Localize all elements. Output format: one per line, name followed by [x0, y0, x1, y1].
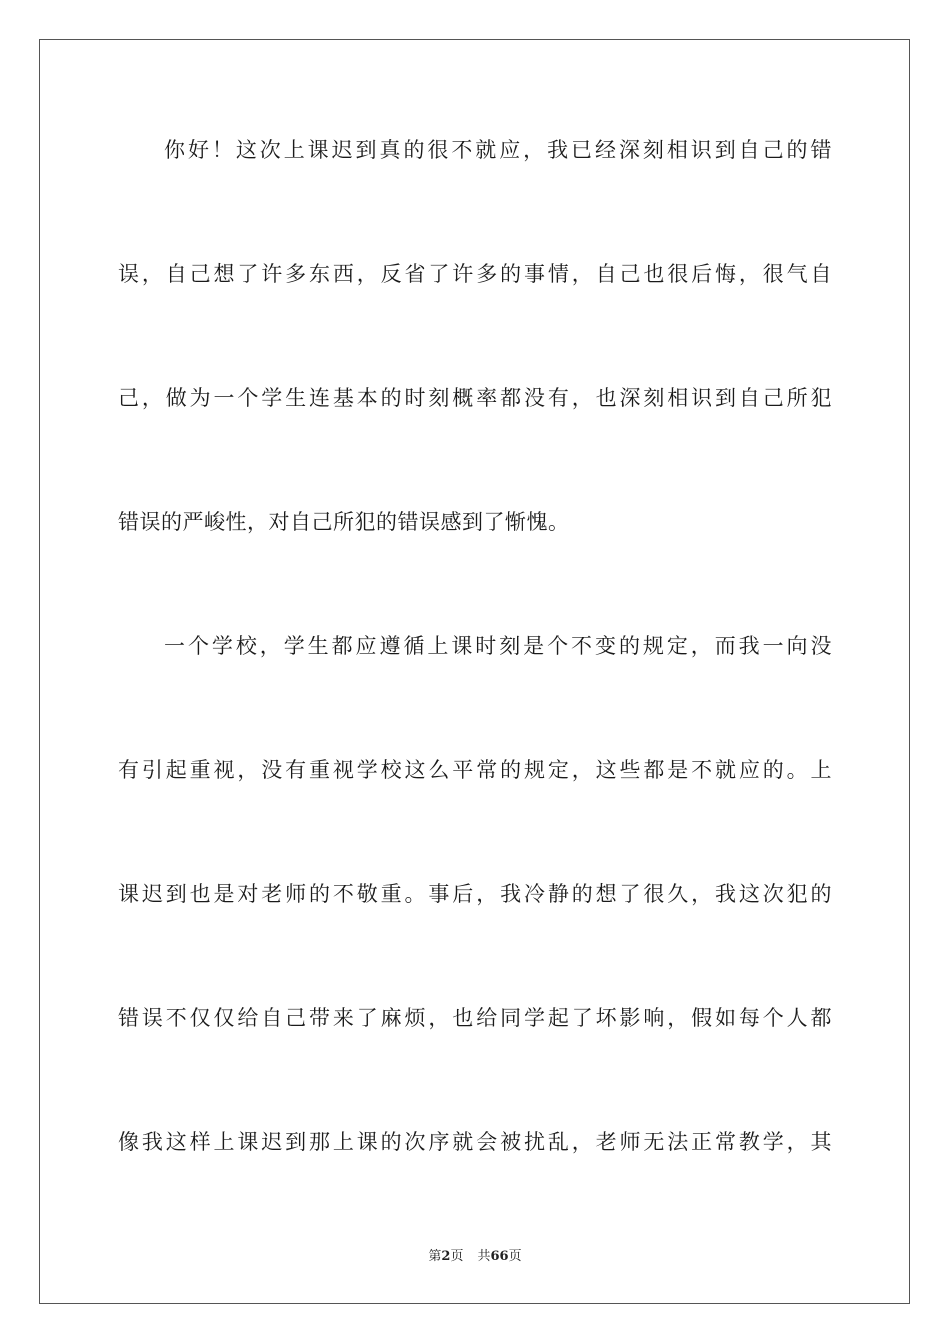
total-prefix: 共 — [477, 1249, 491, 1264]
total-suffix: 页 — [508, 1249, 522, 1264]
paragraph-2-line-3: 课迟到也是对老师的不敬重。事后，我冷静的想了很久，我这次犯的 — [118, 882, 832, 906]
page-border — [39, 39, 910, 1304]
page-prefix: 第 — [428, 1249, 442, 1264]
page-footer — [0, 1249, 950, 1265]
paragraph-1-line-1: 你好！这次上课迟到真的很不就应，我已经深刻相识到自己的错 — [164, 138, 832, 162]
paragraph-1-line-4: 错误的严峻性，对自己所犯的错误感到了惭愧。 — [118, 510, 570, 534]
paragraph-2-line-1: 一个学校，学生都应遵循上课时刻是个不变的规定，而我一向没 — [164, 634, 832, 658]
page-number: 2 — [441, 1249, 451, 1264]
paragraph-1-line-2: 误，自己想了许多东西，反省了许多的事情，自己也很后悔，很气自 — [118, 262, 832, 286]
paragraph-2-line-5: 像我这样上课迟到那上课的次序就会被扰乱，老师无法正常教学，其 — [118, 1130, 832, 1154]
paragraph-1-line-3: 己，做为一个学生连基本的时刻概率都没有，也深刻相识到自己所犯 — [118, 386, 832, 410]
paragraph-2-line-4: 错误不仅仅给自己带来了麻烦，也给同学起了坏影响，假如每个人都 — [118, 1006, 832, 1030]
total-pages: 66 — [490, 1249, 509, 1264]
paragraph-2-line-2: 有引起重视，没有重视学校这么平常的规定，这些都是不就应的。上 — [118, 758, 832, 782]
page-suffix: 页 — [450, 1249, 464, 1264]
